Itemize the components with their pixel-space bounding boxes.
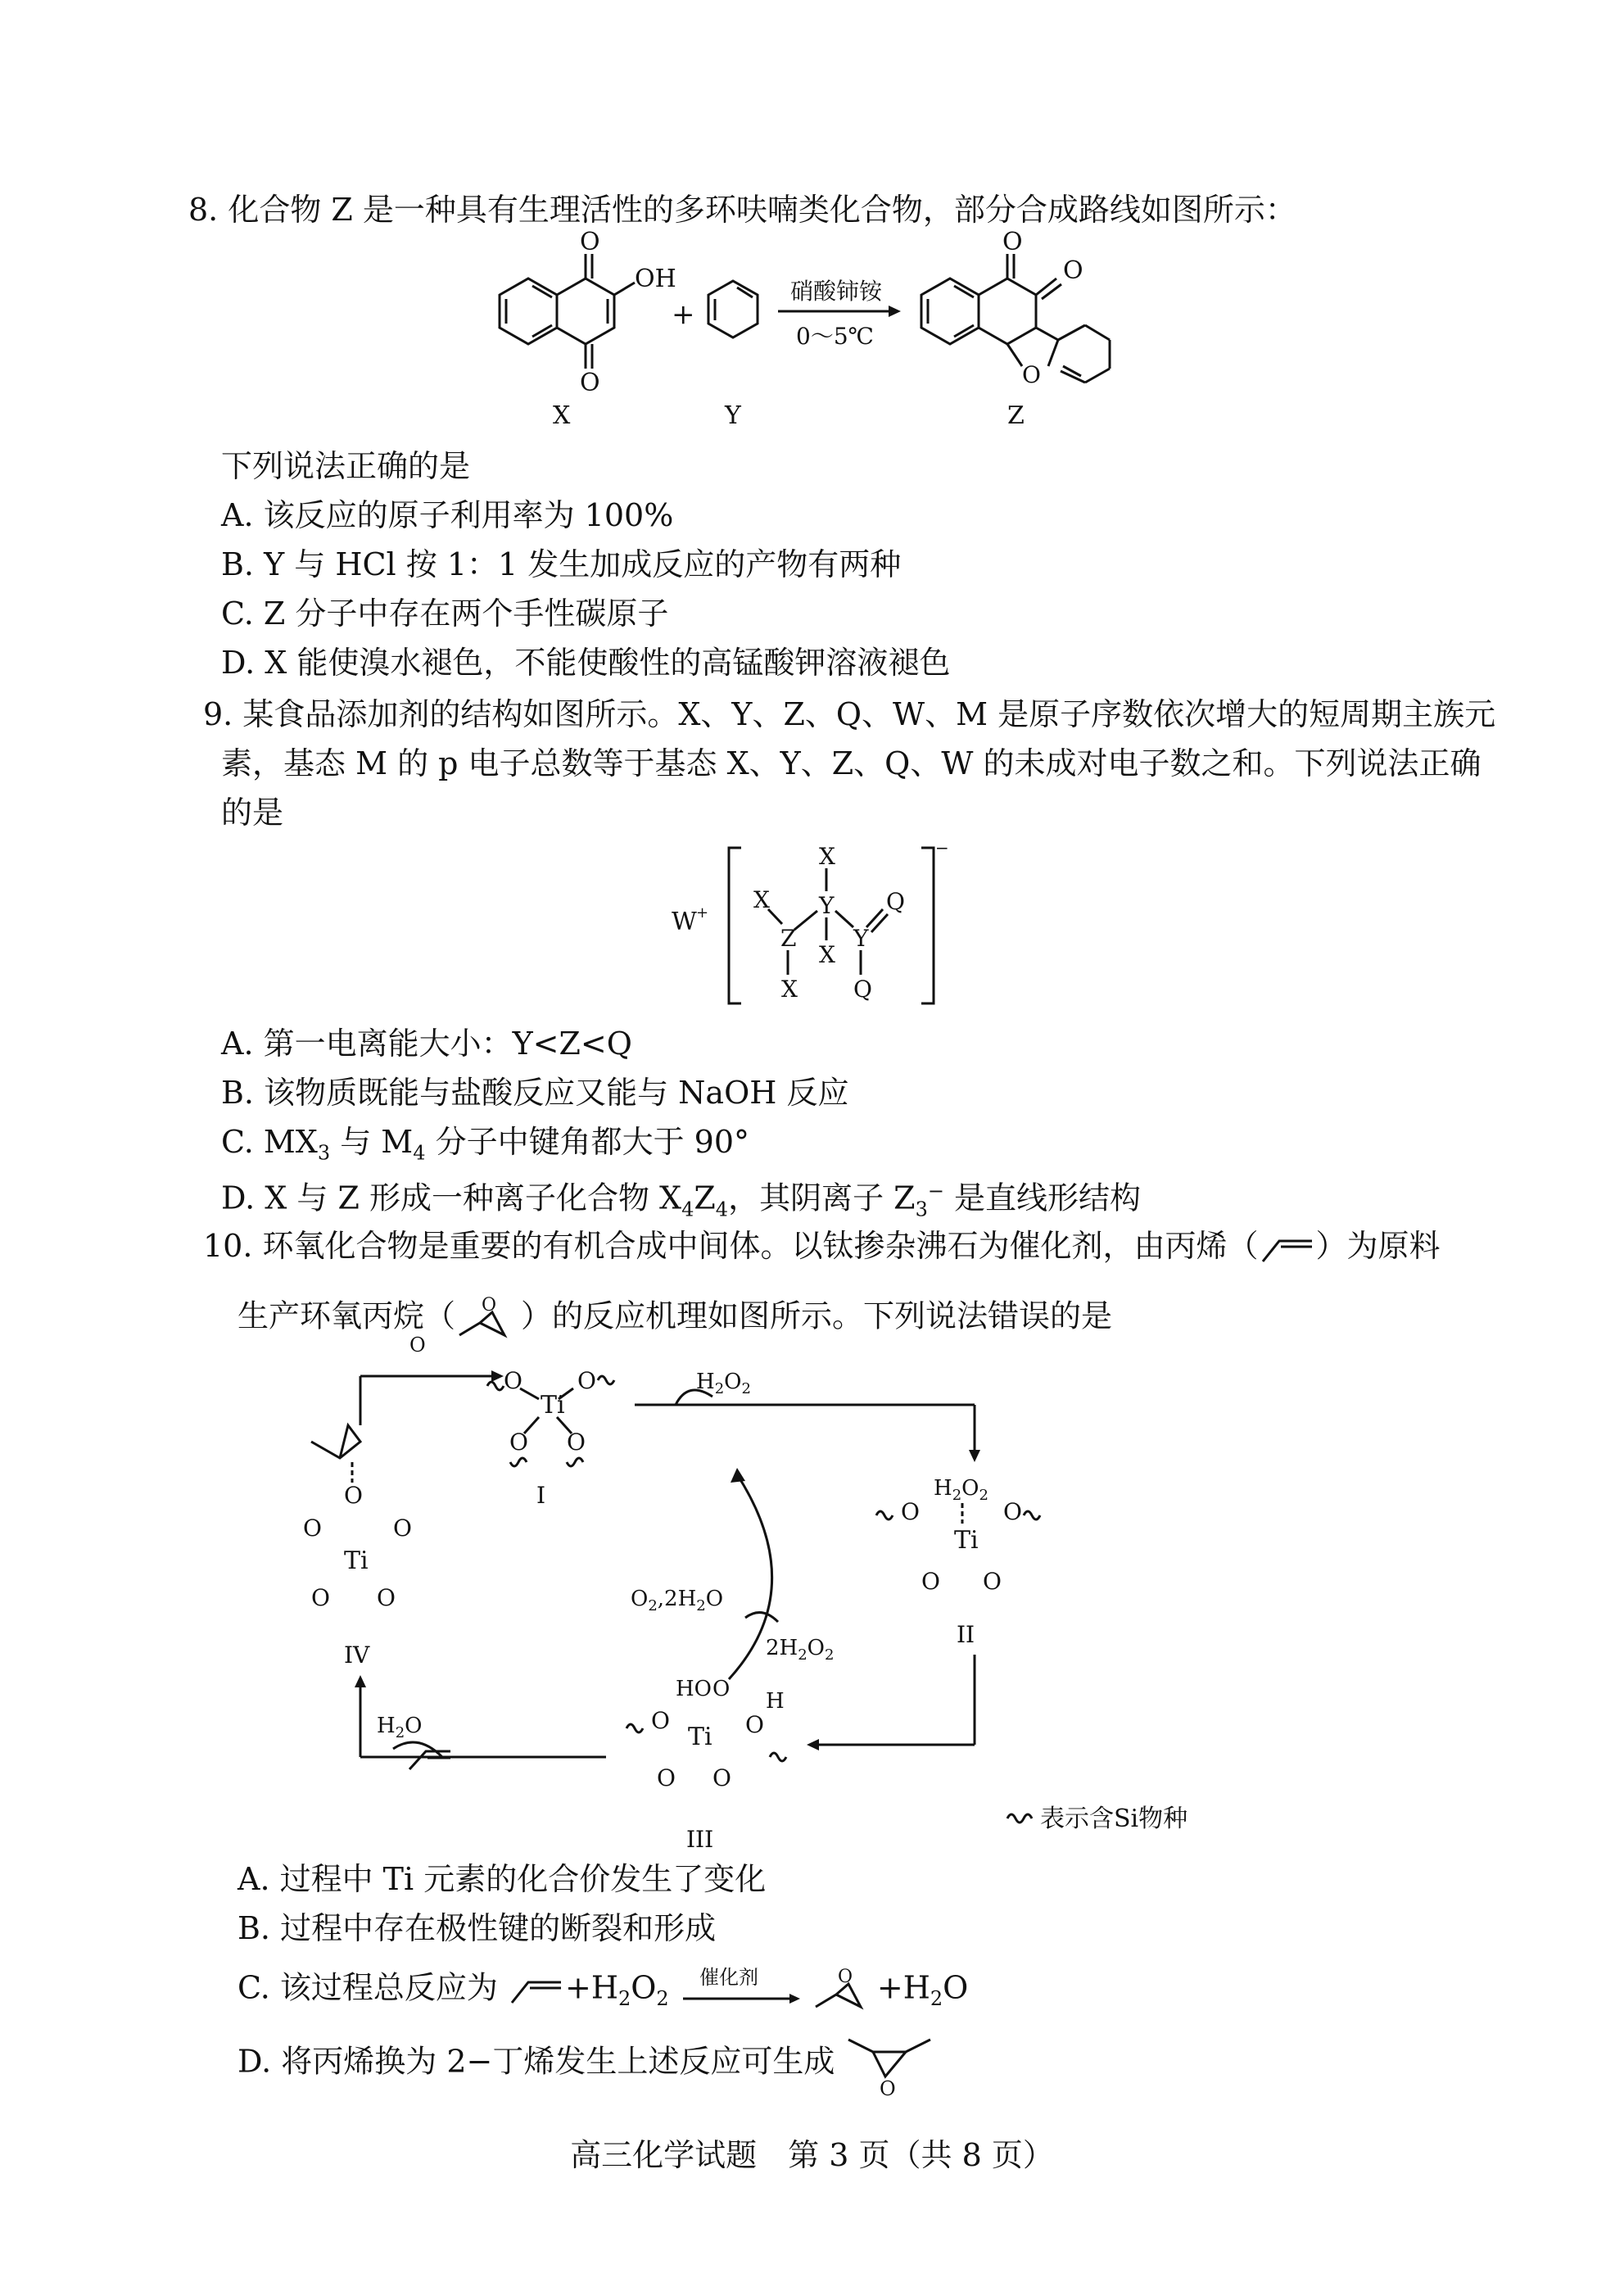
catalyst-arrow: [679, 1966, 802, 2015]
q9-stem-line2: 素，基态 M 的 p 电子总数等于基态 X、Y、Z、Q、W 的未成对电子数之和。下列说法正确: [221, 745, 1482, 781]
q10-option-d: D. 将丙烯换为 2−丁烯发生上述反应可生成 O: [237, 2031, 934, 2097]
svg-text:IV: IV: [344, 1642, 370, 1669]
svg-text:X: X: [753, 886, 770, 913]
svg-text:Ti: Ti: [344, 1547, 369, 1575]
q9-option-d: D. X 与 Z 形成一种离子化合物 $X_4Z_4$，其阴离子 $Z_3^-$ 是直线形结构: [221, 1180, 1142, 1221]
svg-text:O: O: [901, 1498, 920, 1525]
svg-text:I: I: [536, 1482, 546, 1509]
svg-text:Ti: Ti: [954, 1526, 979, 1555]
svg-text:HO: HO: [676, 1677, 712, 1701]
svg-text:H2O2: $H_2O_2$: [696, 1370, 751, 1397]
q8-reaction-scheme: [475, 228, 1179, 438]
svg-text:O: O: [311, 1584, 330, 1611]
svg-text:Q: Q: [853, 976, 872, 1003]
q9-option-b: B. 该物质既能与盐酸反应又能与 NaOH 反应: [221, 1075, 849, 1111]
svg-text:X: X: [819, 843, 835, 870]
svg-text:III: III: [686, 1826, 714, 1853]
propene-structure-c: [508, 1974, 565, 2007]
svg-text:O: O: [1022, 361, 1041, 388]
legend-text: 表示含Si物种: [1040, 1805, 1188, 1833]
propylene-oxide-structure-c: [812, 1966, 877, 2015]
svg-text:O: O: [880, 2077, 897, 2100]
product-epoxide: [409, 1334, 426, 1356]
svg-text:O: O: [567, 1429, 586, 1456]
species-i: [487, 1367, 614, 1509]
svg-text:H: H: [766, 1689, 785, 1714]
svg-text:O: O: [580, 369, 600, 397]
svg-text:O: O: [482, 1295, 497, 1316]
q10-option-c: C. 该过程总反应为 $+H_2O_2$ 催化剂 O $+H_2O$: [237, 1966, 968, 2018]
svg-text:OH: OH: [635, 265, 676, 293]
q9-option-a: A. 第一电离能大小：Y<Z<Q: [221, 1026, 632, 1062]
q8-stem: 8. 化合物 Z 是一种具有生理活性的多环呋喃类化合物，部分合成路线如图所示：: [188, 192, 1296, 228]
compound-x: [500, 228, 676, 430]
svg-text:O: O: [1003, 1498, 1022, 1525]
svg-text:O: O: [921, 1568, 940, 1595]
svg-text:H2O2: $H_2O_2$: [934, 1476, 988, 1504]
reaction-arrow: [778, 278, 901, 350]
svg-text:X: X: [781, 976, 798, 1003]
svg-text:O: O: [577, 1367, 596, 1394]
svg-text:+: +: [696, 904, 709, 922]
svg-text:W: W: [672, 908, 697, 936]
species-ii: [876, 1476, 1040, 1648]
svg-text:0～5℃: 0～5℃: [796, 323, 874, 350]
q10-stem-line1: 10. 环氧化合物是重要的有机合成中间体。以钛掺杂沸石为催化剂，由丙烯（ ）为原料: [203, 1228, 1441, 1264]
q8-option-b: B. Y 与 HCl 按 1：1 发生加成反应的产物有两种: [221, 546, 902, 582]
svg-text:催化剂: 催化剂: [699, 1966, 758, 1989]
label-z: Z: [1007, 401, 1025, 430]
label-y: Y: [725, 401, 741, 430]
svg-text:H2O: $H_2O$: [377, 1714, 423, 1741]
compound-y: [708, 281, 758, 430]
svg-text:O: O: [393, 1515, 412, 1542]
svg-text:Z: Z: [780, 925, 797, 952]
svg-text:O: O: [651, 1707, 670, 1734]
svg-text:Ti: Ti: [541, 1391, 565, 1420]
svg-text:2H2O2: $2H_2O_2$: [766, 1636, 835, 1664]
propene-structure: [1259, 1233, 1316, 1266]
svg-text:O: O: [657, 1764, 676, 1791]
svg-text:O: O: [377, 1584, 396, 1611]
species-iii: [627, 1677, 786, 1853]
svg-text:−: −: [935, 838, 949, 858]
svg-text:O: O: [837, 1967, 853, 1987]
svg-text:O: O: [1002, 228, 1023, 256]
q9-stem-line3: 的是: [221, 795, 284, 831]
svg-text:O: O: [509, 1429, 528, 1456]
q9-option-c: C. $MX_3$ 与 $M_4$ 分子中键角都大于 90°: [221, 1124, 749, 1165]
svg-text:O: O: [504, 1367, 522, 1394]
svg-text:II: II: [957, 1621, 975, 1648]
svg-text:O: O: [983, 1568, 1002, 1595]
q8-option-c: C. Z 分子中存在两个手性碳原子: [221, 596, 669, 632]
svg-text:Ti: Ti: [688, 1723, 712, 1751]
label-x: X: [553, 401, 571, 430]
butene-oxide-structure: [844, 2031, 934, 2100]
svg-text:X: X: [819, 941, 835, 968]
svg-text:O: O: [409, 1334, 426, 1356]
svg-text:硝酸铈铵: 硝酸铈铵: [790, 278, 883, 305]
q10-stem-line2: 生产环氧丙烷（ O ）的反应机理如图所示。下列说法错误的是: [237, 1294, 1112, 1343]
propylene-oxide-structure: [455, 1294, 521, 1343]
compound-z: [921, 228, 1110, 430]
q10-mechanism-diagram: [303, 1334, 1294, 1853]
svg-text:O: O: [1063, 256, 1083, 285]
svg-text:Q: Q: [886, 888, 905, 915]
svg-text:O2,2H2O: $O_2,2H_2O$: [631, 1587, 724, 1614]
svg-text:O: O: [580, 228, 600, 256]
q8-option-d: D. X 能使溴水褪色，不能使酸性的高锰酸钾溶液褪色: [221, 645, 951, 681]
species-iv: [303, 1425, 412, 1669]
page-footer: 高三化学试题 第 3 页（共 8 页）: [570, 2137, 1054, 2173]
svg-text:O: O: [344, 1482, 363, 1509]
svg-text:O: O: [712, 1764, 731, 1791]
svg-text:O: O: [745, 1711, 764, 1738]
q10-option-b: B. 过程中存在极性键的断裂和形成: [237, 1910, 717, 1946]
q9-structure: [672, 836, 950, 1012]
svg-text:O: O: [303, 1515, 322, 1542]
svg-text:Y: Y: [819, 892, 835, 919]
q8-question: 下列说法正确的是: [221, 448, 471, 484]
svg-text:+: +: [672, 298, 695, 331]
q8-option-a: A. 该反应的原子利用率为 100%: [221, 497, 674, 533]
svg-text:Y: Y: [853, 925, 869, 952]
svg-text:O: O: [712, 1677, 731, 1701]
q9-stem-line1: 9. 某食品添加剂的结构如图所示。X、Y、Z、Q、W、M 是原子序数依次增大的短周期主族元: [203, 696, 1496, 732]
q10-option-a: A. 过程中 Ti 元素的化合价发生了变化: [237, 1861, 767, 1897]
